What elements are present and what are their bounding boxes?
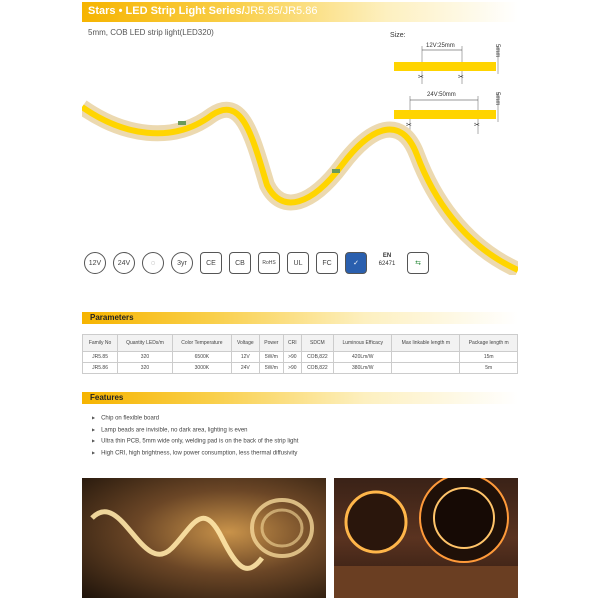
table-cell: 320 <box>118 363 173 374</box>
table-cell: COB,822 <box>301 352 334 363</box>
list-item: ▶ High CRI, high brightness, low power consumption, less thermal diffusivity <box>92 447 298 459</box>
column-header: Voltage <box>231 335 259 352</box>
size-label: Size: <box>390 32 406 39</box>
table-cell: 420Lm/W <box>334 352 392 363</box>
scissors-icon: ✂ <box>406 122 412 129</box>
table-cell: 6500K <box>172 352 231 363</box>
glowing-strip-graphic <box>82 478 326 598</box>
en-number: 62471 <box>378 261 396 267</box>
connector-icon: ⇆ <box>407 252 429 274</box>
width-24v: 5mm <box>494 92 500 106</box>
width-12v: 5mm <box>494 44 500 58</box>
column-header: Luminous Efficacy <box>334 335 392 352</box>
parameters-table <box>82 334 518 374</box>
features-bar <box>82 392 518 404</box>
table-cell <box>392 352 460 363</box>
24v-badge-icon: 24V <box>113 252 135 274</box>
bend-icon: ◌ <box>142 252 164 274</box>
table-cell <box>392 363 460 374</box>
series-name: LED Strip Light Series/ <box>125 5 245 17</box>
title-separator: • <box>118 5 123 17</box>
ce-mark-icon: CE <box>200 252 222 274</box>
scissors-icon: ✂ <box>418 74 424 81</box>
brand: Stars <box>88 5 116 17</box>
column-header: Package length m <box>460 335 518 352</box>
table-cell: 24V <box>231 363 259 374</box>
column-header: CRI <box>284 335 301 352</box>
model-numbers: JR5.85/JR5.86 <box>244 5 318 17</box>
table-cell: 5m <box>460 363 518 374</box>
scissors-icon: ✂ <box>474 122 480 129</box>
column-header: Max linkable length m <box>392 335 460 352</box>
table-row <box>83 363 518 374</box>
page-title <box>88 5 317 17</box>
list-item: ▶ Lamp beads are invisible, no dark area, lighting is even <box>92 424 298 436</box>
table-cell: 5W/m <box>259 352 284 363</box>
en-label: EN <box>382 253 392 259</box>
ta-icon: ✓ <box>345 252 367 274</box>
table-cell: COB,822 <box>301 363 334 374</box>
product-photo-strip <box>82 478 326 598</box>
table-row <box>83 352 518 363</box>
column-header: Quantity LEDs/m <box>118 335 173 352</box>
table-cell: 15m <box>460 352 518 363</box>
fcc-icon: FC <box>316 252 338 274</box>
table-header-row <box>83 335 518 352</box>
parameters-bar <box>82 312 518 324</box>
table-cell: 12V <box>231 352 259 363</box>
table-cell: 380Lm/W <box>334 363 392 374</box>
scissors-icon: ✂ <box>458 74 464 81</box>
solder-pad <box>178 121 186 125</box>
features-list <box>92 412 298 458</box>
interior-lighting-graphic <box>334 478 518 598</box>
table-cell: JR5.85 <box>83 352 118 363</box>
cb-mark-icon: CB <box>229 252 251 274</box>
list-item: ▶ Ultra thin PCB, 5mm wide only, welding pad is on the back of the strip light <box>92 435 298 447</box>
strip-12v <box>394 62 496 71</box>
pitch-24v: 24V:50mm <box>427 92 456 98</box>
ul-icon: UL <box>287 252 309 274</box>
table-cell: >90 <box>284 363 301 374</box>
parameters-heading: Parameters <box>90 313 134 322</box>
table-cell: JR5.86 <box>83 363 118 374</box>
application-photo-interior <box>334 478 518 598</box>
features-heading: Features <box>90 393 124 402</box>
led-strip-illustration <box>82 95 518 275</box>
column-header: Family No <box>83 335 118 352</box>
en-standard <box>374 252 400 274</box>
table-cell: >90 <box>284 352 301 363</box>
warranty-icon: 3yr <box>171 252 193 274</box>
strip-cob-face <box>82 107 518 270</box>
table-cell: 320 <box>118 352 173 363</box>
pitch-12v: 12V:25mm <box>426 43 455 49</box>
subtitle: 5mm, COB LED strip light(LED320) <box>88 28 214 37</box>
column-header: Power <box>259 335 284 352</box>
column-header: SDCM <box>301 335 334 352</box>
table-cell: 5W/m <box>259 363 284 374</box>
table-cell: 3000K <box>172 363 231 374</box>
solder-pad <box>332 169 340 173</box>
12v-badge-icon: 12V <box>84 252 106 274</box>
list-item: ▶ Chip on flexible board <box>92 412 298 424</box>
column-header: Color Temperature <box>172 335 231 352</box>
rohs-icon: RoHS <box>258 252 280 274</box>
certification-badges <box>84 252 429 274</box>
